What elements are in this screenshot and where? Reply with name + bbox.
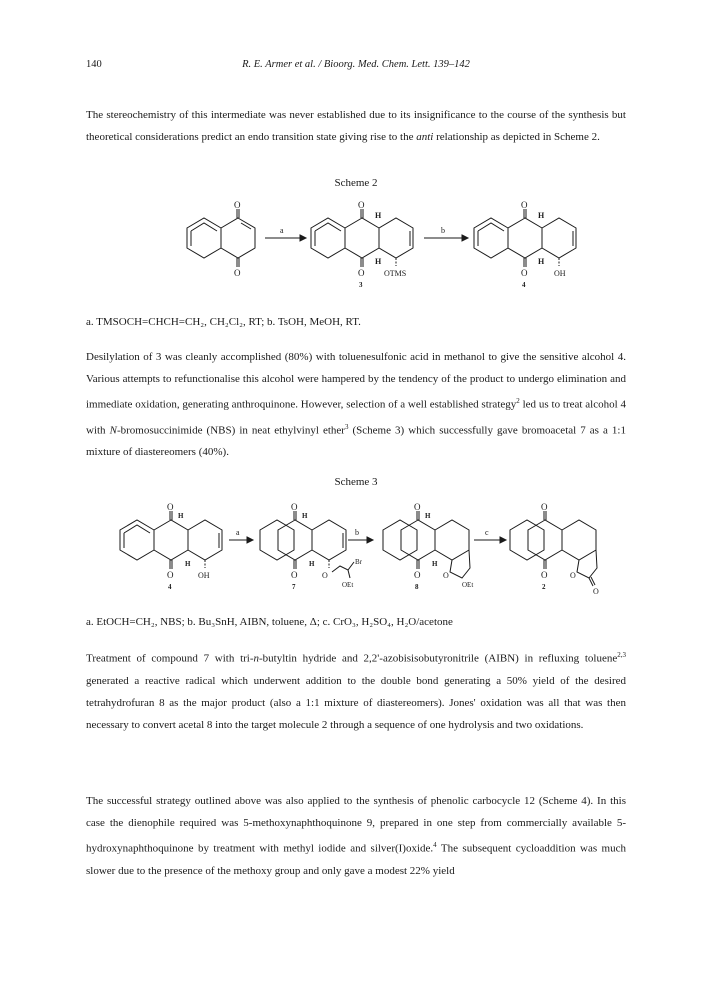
carbonyl-o-label: O [167, 502, 174, 512]
paragraph-1 [86, 104, 626, 148]
scheme-3-figure [0, 500, 712, 600]
paragraph-2-text: -bromosuccinimide (NBS) in neat ethylvinyl ether [116, 424, 345, 437]
h-label: H [375, 211, 382, 220]
reference-3: 3 [344, 422, 349, 431]
compound-8-structure [383, 502, 473, 591]
br-label: Br [355, 558, 362, 566]
h-label: H [302, 512, 308, 520]
compound-4-structure [474, 200, 576, 289]
arrow-b-label: b [355, 528, 359, 537]
h-label: H [185, 560, 191, 568]
arrow-c-label: c [485, 528, 489, 537]
page-number: 140 [86, 59, 102, 70]
ring-o-label: O [443, 571, 449, 580]
carbonyl-o-label: O [521, 200, 528, 210]
scheme-2-conditions: a. TMSOCH=CHCH=CH₂, CH₂Cl₂, RT; b. TsOH, MeOH, RT. [86, 316, 361, 328]
scheme-2-figure [0, 198, 712, 298]
anti-term: anti [416, 131, 434, 143]
arrow-b-label: b [441, 226, 445, 235]
reference-2: 2 [516, 397, 520, 405]
paragraph-3-text-end: generated a reactive radical which underwent addition to the double bond generating a 50% yield of the desired tetrahydrofuran 8 as the major product (also a 1:1 mixture of diastereomers). Jones' oxidation was all that was then necessary to convert acetal 8 into the target molecule 2 through a sequence of one hydrolysis and two oxidations. [86, 674, 626, 731]
lactone-o-label: O [593, 587, 599, 596]
ether-o-label: O [322, 571, 328, 580]
h-label: H [425, 512, 431, 520]
h-label: H [538, 257, 545, 266]
scheme-3-conditions: a. EtOCH=CH₂, NBS; b. Bu₃SnH, AIBN, toluene, Δ; c. CrO₃, H₂SO₄, H₂O/acetone [86, 616, 453, 628]
arrow-a-label: a [236, 528, 240, 537]
compound-7-number: 7 [292, 583, 296, 591]
carbonyl-o-label: O [234, 268, 241, 278]
h-label: H [538, 211, 545, 220]
paragraph-2-text-end: (Scheme 3) which successfully gave bromoacetal 7 as a 1:1 mixture of diastereomers (40%). [86, 424, 626, 459]
h-label: H [178, 512, 184, 520]
h-label: H [375, 257, 382, 266]
compound-4-structure [120, 502, 222, 591]
h-label: H [309, 560, 315, 568]
scheme-2-title: Scheme 2 [334, 177, 378, 189]
paragraph-2-text: led us to treat alcohol 4 with [86, 398, 627, 437]
paragraph-4-text-end: The subsequent cycloaddition was much slower due to the presence of the methoxy group and only gave a modest 22% yield [86, 842, 626, 877]
reference-2-3: 2,3 [617, 651, 626, 659]
paragraph-2 [86, 346, 626, 463]
compound-8-number: 8 [415, 583, 419, 591]
reference-4: 4 [433, 841, 437, 849]
paragraph-4-text: The successful strategy outlined above was also applied to the synthesis of phenolic carbocycle 12 (Scheme 4). In this case the dienophile required was 5-methoxynaphthoquinone 9, prepared in one step from commercially available 5-hydroxynaphthoquinone by treatment with methyl iodide and silver(I)oxide. [86, 795, 626, 855]
compound-3-number: 3 [359, 281, 363, 289]
paragraph-1-text: The stereochemistry of this intermediate was never established due to its insignificance to the course of the synthesis but theoretical considerations predict an endo transition state giving rise to the [86, 109, 626, 143]
compound-2-structure [510, 502, 599, 596]
carbonyl-o-label: O [291, 570, 298, 580]
running-head: R. E. Armer et al. / Bioorg. Med. Chem. Lett. 139–142 [242, 59, 470, 70]
arrow-a-label: a [280, 226, 284, 235]
scheme-3-title: Scheme 3 [334, 476, 378, 488]
carbonyl-o-label: O [414, 502, 421, 512]
compound-3-structure [311, 200, 413, 289]
compound-4-number: 4 [168, 583, 172, 591]
paragraph-1-text-end: relationship as depicted in Scheme 2. [433, 131, 600, 143]
carbonyl-o-label: O [234, 200, 241, 210]
carbonyl-o-label: O [358, 268, 365, 278]
oet-label: OEt [462, 581, 474, 589]
compound-2-number: 2 [542, 583, 546, 591]
carbonyl-o-label: O [291, 502, 298, 512]
paragraph-3-text: Treatment of compound 7 with tri- [86, 652, 254, 665]
carbonyl-o-label: O [414, 570, 421, 580]
oet-label: OEt [342, 581, 354, 589]
ring-o-label: O [570, 571, 576, 580]
oh-label: OH [554, 269, 566, 278]
oh-label: OH [198, 571, 210, 580]
paragraph-4 [86, 790, 626, 882]
italic-n: N [109, 424, 117, 437]
paragraph-2-text: Desilylation of 3 was cleanly accomplished (80%) with toluenesulfonic acid in methanol to give the sensitive alcohol 4. Various attempts to refunctionalise this alcohol were hampered by the tendency of the product to undergo elimination and immediate oxidation, generating anthroquinone. However, selection of a well established strategy [86, 351, 626, 411]
compound-7-structure [260, 502, 363, 591]
otms-label: OTMS [384, 269, 407, 278]
paragraph-3 [86, 644, 626, 736]
carbonyl-o-label: O [541, 502, 548, 512]
h-label: H [432, 560, 438, 568]
compound-4-number: 4 [522, 281, 526, 289]
paragraph-3-text: -butyltin hydride and 2,2'-azobisisobutyronitrile (AIBN) in refluxing toluene [259, 652, 618, 665]
carbonyl-o-label: O [521, 268, 528, 278]
carbonyl-o-label: O [541, 570, 548, 580]
italic-n: n [253, 652, 260, 665]
naphthoquinone-structure [187, 200, 255, 278]
carbonyl-o-label: O [358, 200, 365, 210]
carbonyl-o-label: O [167, 570, 174, 580]
